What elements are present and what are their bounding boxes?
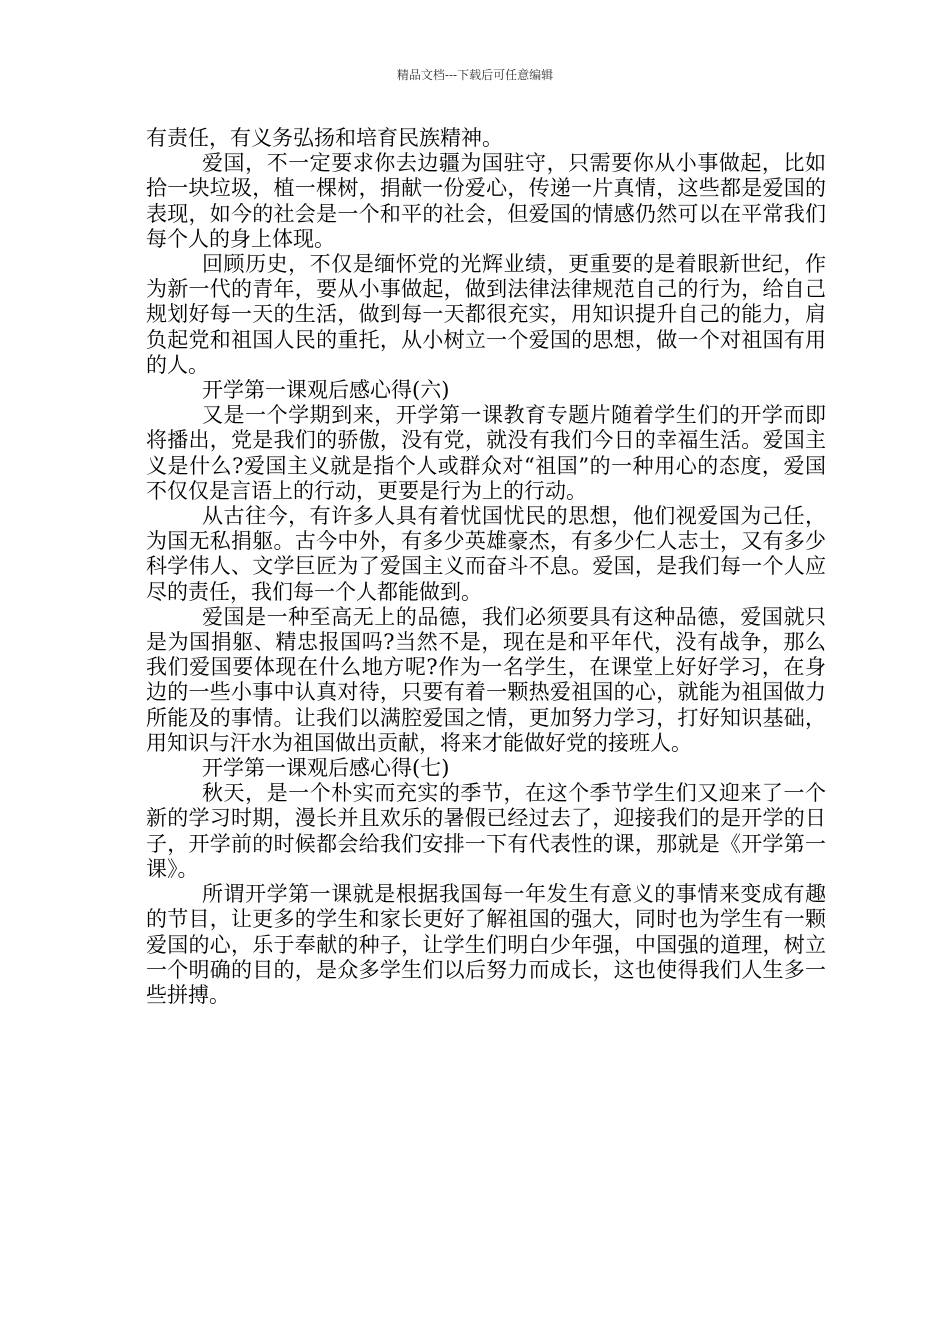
paragraph: 爱国是一种至高无上的品德，我们必须要具有这种品德，爱国就只是为国捐躯、精忠报国吗?当然不是，现在是和平年代，没有战争，那么我们爱国要体现在什么地方呢?作为一名学生，在课堂上好好学习，在身边的一些小事中认真对待，只要有着一颗热爱祖国的心，就能为祖国做力所能及的事情。让我们以满腔爱国之情，更加努力学习，打好知识基础，用知识与汗水为祖国做出贡献，将来才能做好党的接班人。	[146, 604, 826, 755]
paragraph: 又是一个学期到来，开学第一课教育专题片随着学生们的开学而即将播出，党是我们的骄傲，没有党，就没有我们今日的幸福生活。爱国主义是什么?爱国主义就是指个人或群众对“祖国”的一种用心的态度，爱国不仅仅是言语上的行动，更要是行为上的行动。	[146, 403, 826, 503]
paragraph: 所谓开学第一课就是根据我国每一年发生有意义的事情来变成有趣的节目，让更多的学生和家长更好了解祖国的强大，同时也为学生有一颗爱国的心，乐于奉献的种子，让学生们明白少年强，中国强的道理，树立一个明确的目的，是众多学生们以后努力而成长，这也使得我们人生多一些拼搏。	[146, 882, 826, 1007]
paragraph: 回顾历史，不仅是缅怀党的光辉业绩，更重要的是着眼新世纪，作为新一代的青年，要从小事做起，做到法律法律规范自己的行为，给自己规划好每一天的生活，做到每一天都很充实，用知识提升自己的能力，肩负起党和祖国人民的重托，从小树立一个爱国的思想，做一个对祖国有用的人。	[146, 252, 826, 377]
section-heading: 开学第一课观后感心得(七)	[202, 756, 450, 781]
paragraph: 有责任，有义务弘扬和培育民族精神。	[146, 126, 503, 150]
page-header: 精品文档---下载后可任意编辑	[396, 68, 554, 82]
paragraph: 爱国，不一定要求你去边疆为国驻守，只需要你从小事做起，比如拾一块垃圾，植一棵树，捐献一份爱心，传递一片真情，这些都是爱国的表现，如今的社会是一个和平的社会，但爱国的情感仍然可以在平常我们每个人的身上体现。	[146, 151, 826, 251]
paragraph: 秋天，是一个朴实而充实的季节，在这个季节学生们又迎来了一个新的学习时期，漫长并且欢乐的暑假已经过去了，迎接我们的是开学的日子，开学前的时候都会给我们安排一下有代表性的课，那就是《开学第一课》。	[146, 781, 826, 881]
section-heading: 开学第一课观后感心得(六)	[202, 378, 450, 403]
document-body	[146, 126, 826, 1008]
paragraph: 从古往今，有许多人具有着忧国忧民的思想，他们视爱国为己任，为国无私捐躯。古今中外，有多少英雄豪杰，有多少仁人志士，又有多少科学伟人、文学巨匠为了爱国主义而奋斗不息。爱国，是我们每一个人应尽的责任，我们每一个人都能做到。	[146, 504, 826, 604]
